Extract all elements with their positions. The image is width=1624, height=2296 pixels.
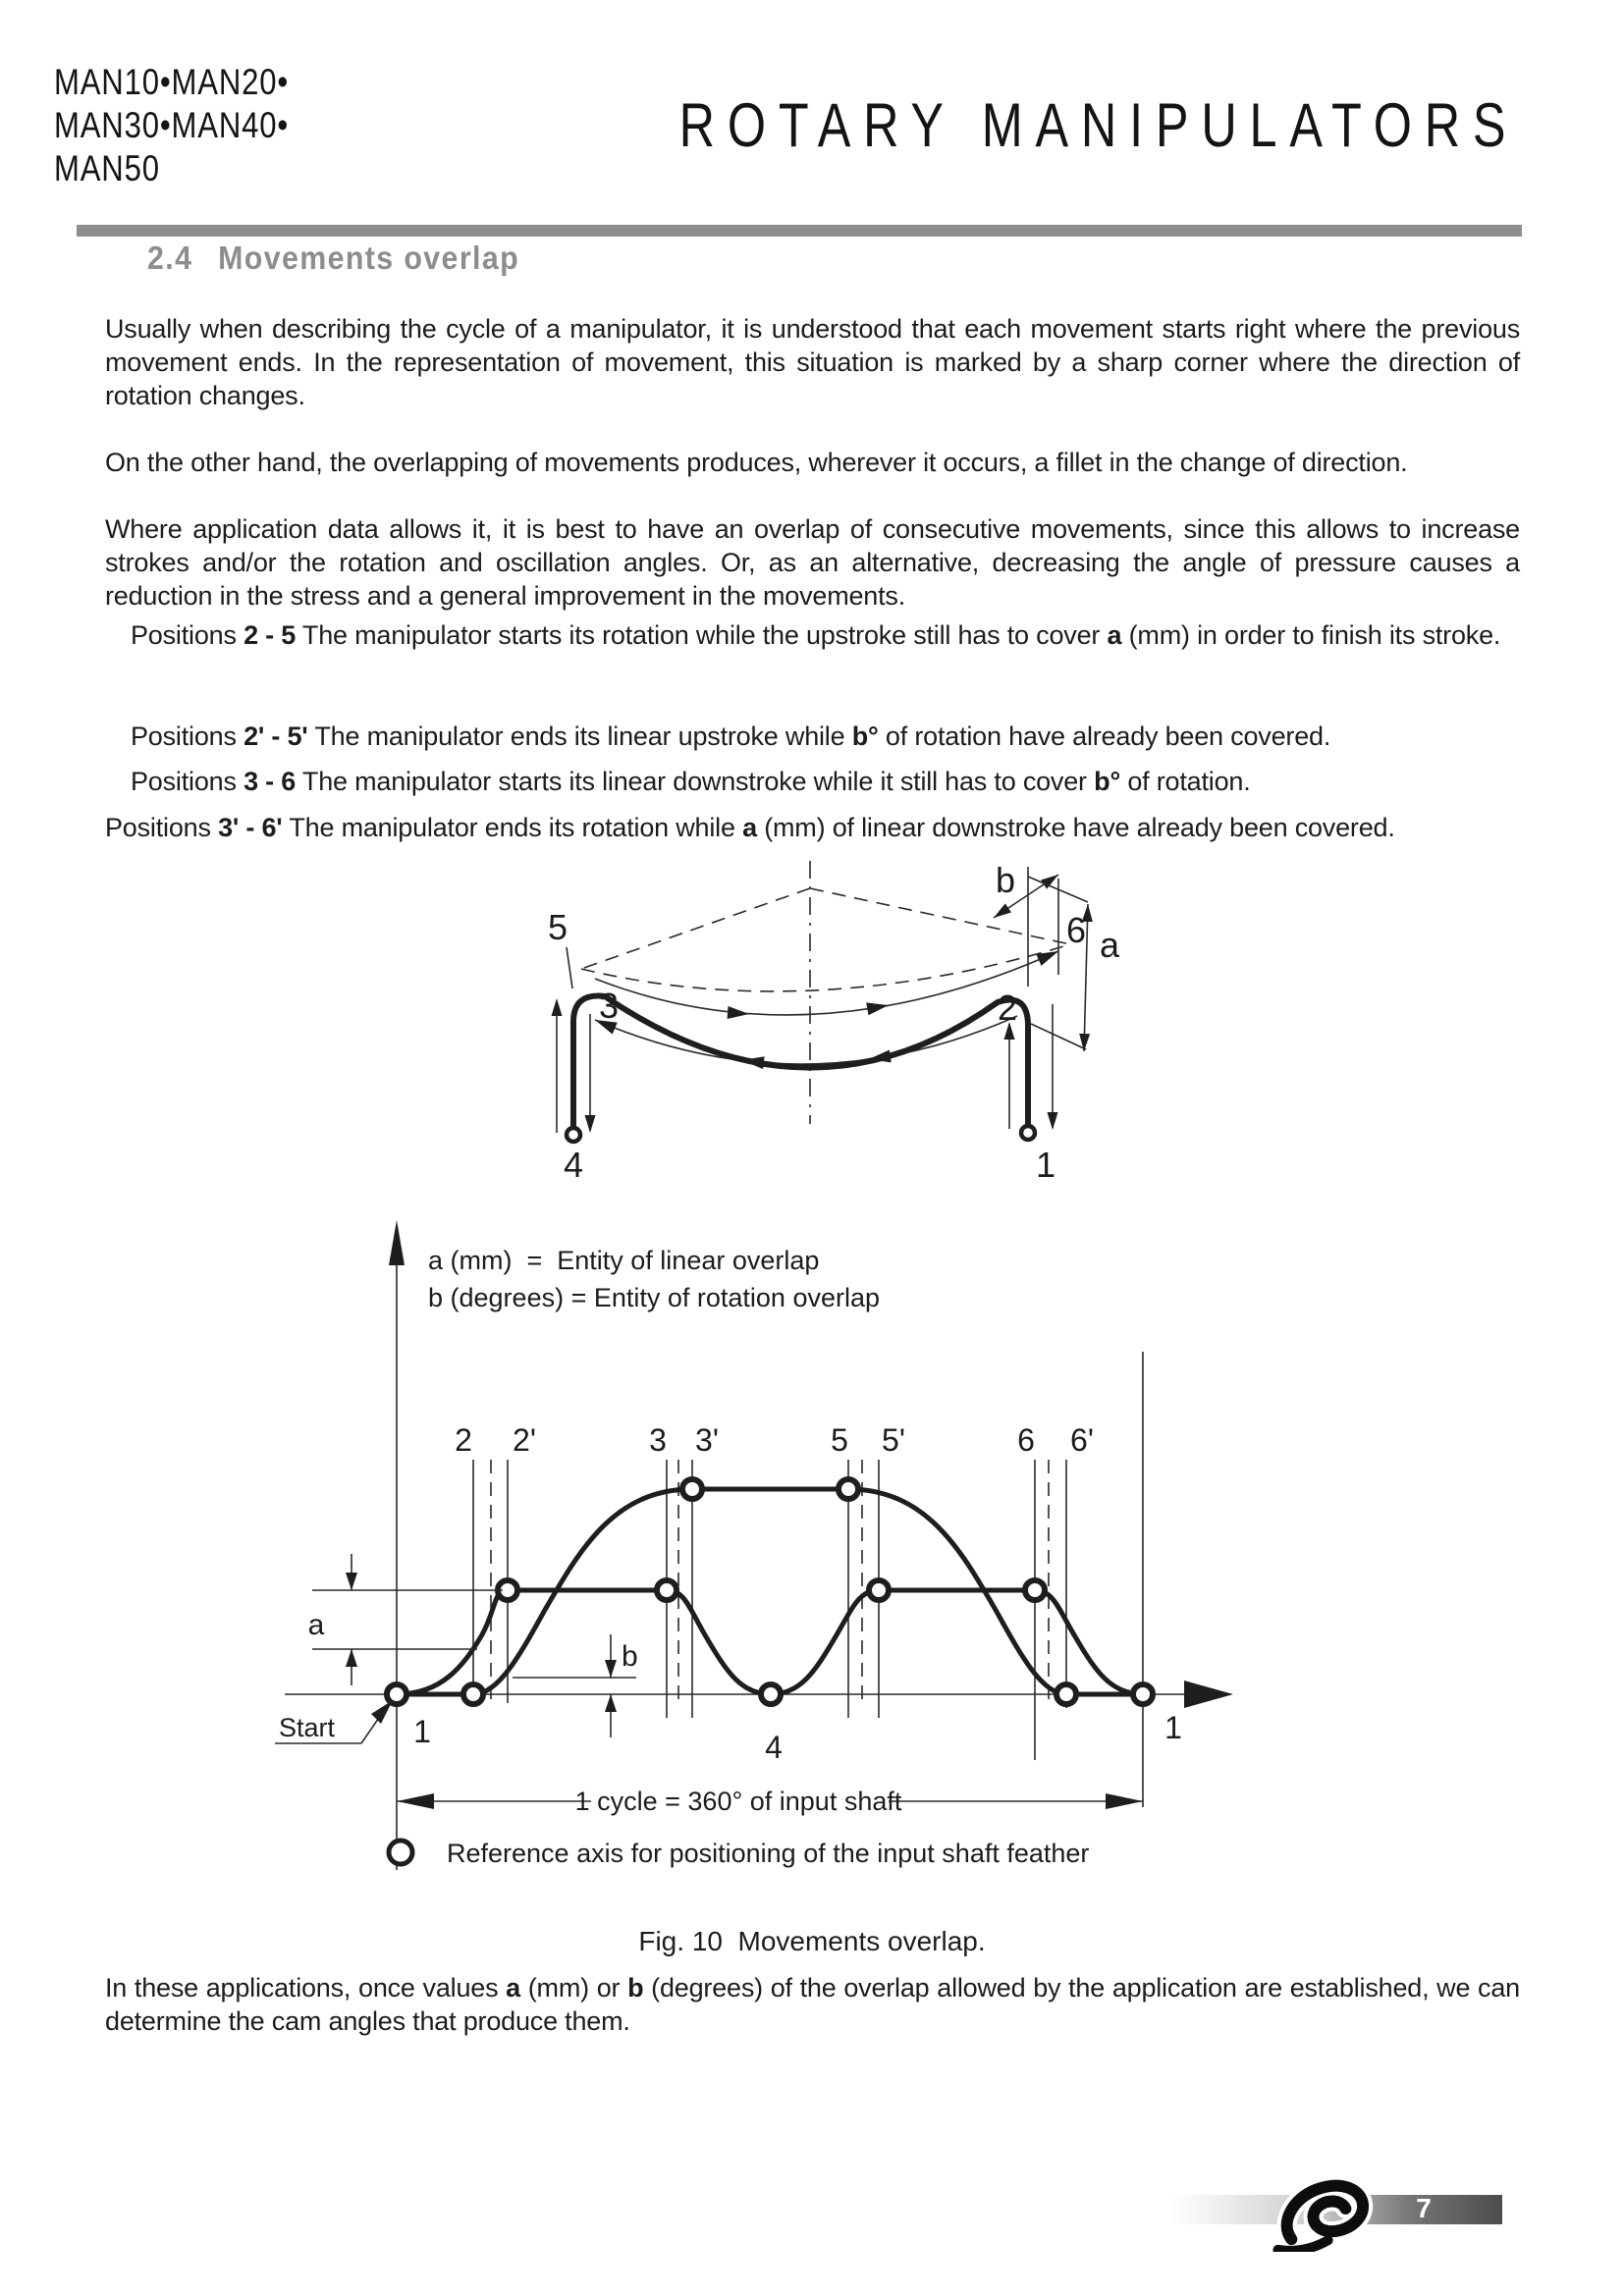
label-6: 6	[1017, 1422, 1035, 1458]
dim-a-label: a	[307, 1609, 325, 1641]
chart-position-labels	[455, 1422, 1094, 1458]
positions-3p-6p: Positions 3' - 6' The manipulator ends its rotation while a (mm) of linear downstroke have already been covered.	[105, 813, 1395, 842]
label-3p: 3'	[695, 1422, 719, 1458]
manipulator-path-diagram	[471, 849, 1218, 1207]
label-position-6: 6	[1066, 910, 1087, 950]
diagram-stroke-guides	[552, 867, 1059, 1133]
label-overlap-b: b	[995, 860, 1015, 900]
chart-reference-nodes	[387, 1479, 1153, 1704]
label-1-left: 1	[413, 1714, 431, 1749]
label-5p: 5'	[882, 1422, 905, 1458]
diagram-motion-path	[567, 996, 1035, 1142]
model-line-1: MAN10•MAN20•	[54, 62, 290, 102]
chart-start-marker	[275, 1700, 393, 1743]
chart-baseline-labels	[413, 1710, 1182, 1765]
intro-paragraph-3: Where application data allows it, it is best to have an overlap of consecutive movements, since this allows to increase strokes and/or the rotation and oscillation angles. Or, as an alternative, decreasing the angle of pressure causes a reduction in the stress and a general improvement in the movements.	[105, 514, 1520, 611]
chart-reference-note	[389, 1839, 1089, 1868]
chart-position-lines	[473, 1460, 1066, 1760]
intro-paragraph-2: On the other hand, the overlapping of movements produces, wherever it occurs, a fillet in the change of direction.	[105, 448, 1408, 477]
model-list	[54, 61, 289, 190]
label-5: 5	[831, 1422, 848, 1458]
label-3: 3	[649, 1422, 667, 1458]
movements-overlap-chart	[245, 1212, 1306, 1890]
chart-cycle-dimension	[397, 1787, 1143, 1816]
label-overlap-a: a	[1100, 925, 1120, 965]
positions-3-6: Positions 3 - 6 The manipulator starts its linear downstroke while it still has to cover b° of rotation.	[131, 767, 1251, 796]
label-4: 4	[765, 1730, 783, 1765]
label-6p: 6'	[1070, 1422, 1094, 1458]
section-heading	[147, 240, 519, 277]
positions-2-5: Positions 2 - 5 The manipulator starts its rotation while the upstroke still has to cover a (mm) in order to finish its stroke.	[131, 620, 1501, 650]
chart-legend	[428, 1246, 880, 1312]
label-1-right: 1	[1164, 1710, 1182, 1745]
closing-paragraph: In these applications, once values a (mm) or b (degrees) of the overlap allowed by the application are established, we can determine the cam angles that produce them.	[105, 1973, 1520, 2036]
company-logo-icon	[1265, 2175, 1387, 2252]
model-line-3: MAN50	[54, 148, 160, 188]
label-2: 2	[455, 1422, 472, 1458]
figure-caption: Fig. 10 Movements overlap.	[638, 1926, 986, 1956]
diagram-dimension-a	[1028, 877, 1093, 1051]
section-number: 2.4	[147, 240, 193, 276]
document-title: ROTARY MANIPULATORS	[678, 91, 1518, 160]
section-title: Movements overlap	[218, 240, 520, 276]
label-2p: 2'	[513, 1422, 536, 1458]
label-position-5: 5	[547, 907, 568, 947]
linear-stroke-curve	[397, 1590, 1143, 1694]
label-position-2: 2	[997, 988, 1017, 1028]
label-position-1: 1	[1035, 1145, 1056, 1185]
header-divider	[77, 225, 1522, 237]
cycle-note: 1 cycle = 360° of input shaft	[574, 1787, 902, 1816]
dim-b-label: b	[622, 1640, 638, 1673]
label-position-4: 4	[563, 1145, 584, 1185]
intro-paragraph-1: Usually when describing the cycle of a manipulator, it is understood that each movement starts right where the previous movement ends. In the representation of movement, this situation is marked by a sharp corner where the direction of rotation changes.	[105, 314, 1520, 410]
chart-axes	[285, 1220, 1233, 1870]
page-number: 7	[1416, 2193, 1432, 2223]
start-label: Start	[279, 1713, 336, 1742]
reference-note-text: Reference axis for positioning of the input shaft feather	[447, 1839, 1090, 1868]
positions-2p-5p: Positions 2' - 5' The manipulator ends its linear upstroke while b° of rotation have already been covered.	[131, 721, 1331, 751]
legend-b: b (degrees) = Entity of rotation overlap	[428, 1283, 881, 1312]
chart-dimension-b	[513, 1634, 638, 1737]
legend-a: a (mm) = Entity of linear overlap	[428, 1246, 820, 1275]
label-position-3: 3	[599, 986, 620, 1026]
model-line-2: MAN30•MAN40•	[54, 105, 290, 145]
